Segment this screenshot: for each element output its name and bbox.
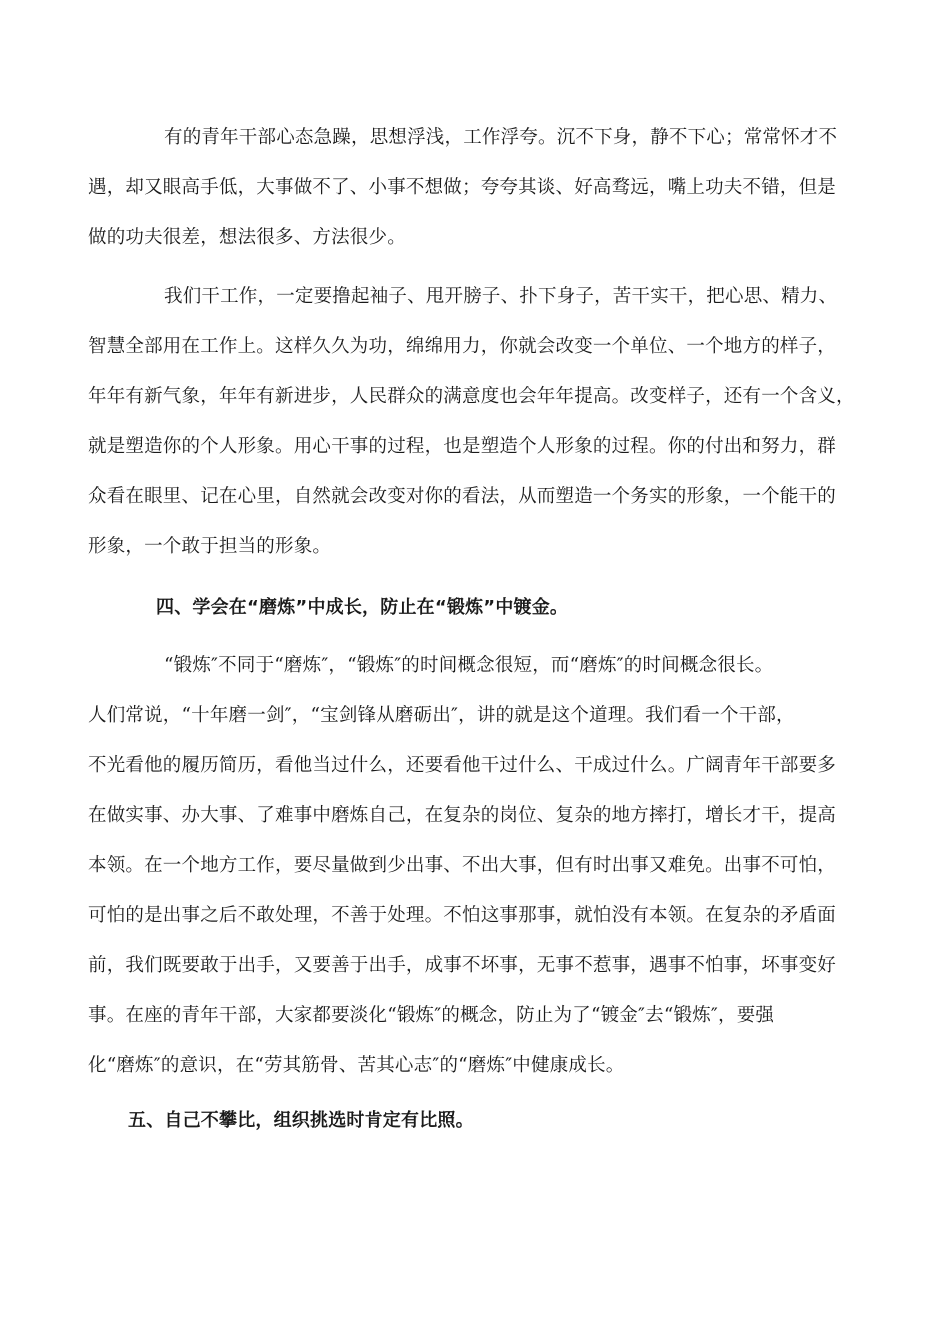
paragraph-3-line-2: 人们常说，“十年磨一剑″，“宝剑锋从磨砺出″，讲的就是这个道理。我们看一个干部， xyxy=(88,705,795,726)
paragraph-3-line-7: 前，我们既要敢于出手，又要善于出手，成事不坏事，无事不惹事，遇事不怕事，坏事变好 xyxy=(88,955,837,976)
paragraph-3-line-8: 事。在座的青年干部，大家都要淡化“锻炼″的概念，防止为了“镀金″去“锻炼″，要强 xyxy=(88,1005,775,1026)
paragraph-3-line-5: 本领。在一个地方工作，要尽量做到少出事、不出大事，但有时出事又难免。出事不可怕， xyxy=(88,855,837,876)
section-heading-5: 五、自己不攀比，组织挑选时肯定有比照。 xyxy=(128,1110,474,1131)
paragraph-2-line-2: 智慧全部用在工作上。这样久久为功，绵绵用力，你就会改变一个单位、一个地方的样子， xyxy=(88,336,837,357)
paragraph-1-line-3: 做的功夫很差，想法很多、方法很少。 xyxy=(88,227,406,248)
paragraph-3-line-4: 在做实事、办大事、了难事中磨炼自己，在复杂的岗位、复杂的地方摔打，增长才干，提高 xyxy=(88,805,837,826)
paragraph-3-line-1: “锻炼″不同于“磨炼″，“锻炼″的时间概念很短，而“磨炼″的时间概念很长。 xyxy=(164,655,774,676)
paragraph-3-line-6: 可怕的是出事之后不敢处理，不善于处理。不怕这事那事，就怕没有本领。在复杂的矛盾面 xyxy=(88,905,837,926)
paragraph-2-line-5: 众看在眼里、记在心里，自然就会改变对你的看法，从而塑造一个务实的形象，一个能干的 xyxy=(88,486,837,507)
paragraph-1-line-1: 有的青年干部心态急躁，思想浮浅，工作浮夸。沉不下身，静不下心；常常怀才不 xyxy=(164,127,838,148)
paragraph-2-line-3: 年年有新气象，年年有新进步，人民群众的满意度也会年年提高。改变样子，还有一个含义， xyxy=(88,386,855,407)
paragraph-3-line-9: 化“磨炼″的意识，在“劳其筋骨、苦其心志″的“磨炼″中健康成长。 xyxy=(88,1055,625,1076)
paragraph-1-line-2: 遇，却又眼高手低，大事做不了、小事不想做；夸夸其谈、好高骛远，嘴上功夫不错，但是 xyxy=(88,177,837,198)
paragraph-3-line-3: 不光看他的履历简历，看他当过什么，还要看他干过什么、干成过什么。广阔青年干部要多 xyxy=(88,755,837,776)
section-heading-4: 四、学会在“磨炼”中成长，防止在“锻炼”中镀金。 xyxy=(156,597,569,618)
paragraph-2-line-4: 就是塑造你的个人形象。用心干事的过程，也是塑造个人形象的过程。你的付出和努力，群 xyxy=(88,436,837,457)
paragraph-2-line-1: 我们干工作，一定要撸起袖子、甩开膀子、扑下身子，苦干实干，把心思、精力、 xyxy=(164,286,838,307)
paragraph-2-line-6: 形象，一个敢于担当的形象。 xyxy=(88,536,332,557)
